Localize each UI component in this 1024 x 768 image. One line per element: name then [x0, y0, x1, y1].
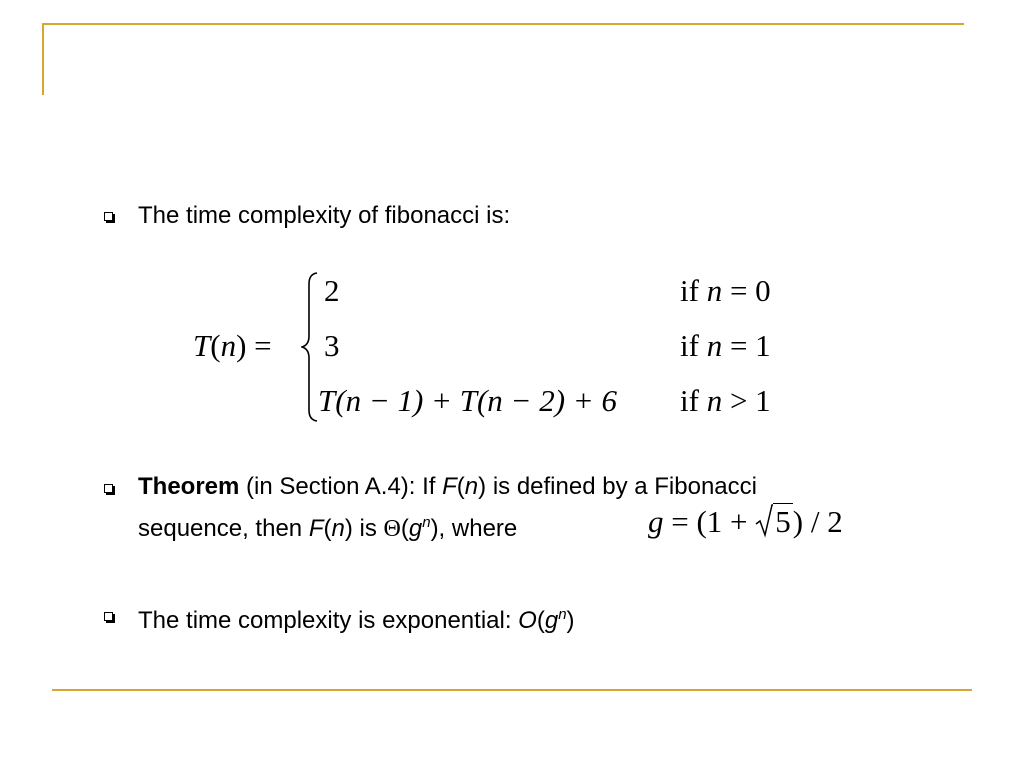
bullet-text-theorem-line2: sequence, then F(n) is $\Theta(g^n)$, where [138, 514, 518, 542]
equation-lhs [193, 328, 272, 364]
lhs-args: (n) [210, 328, 247, 363]
theta-symbol: Θ [383, 516, 401, 542]
bullet-text-complexity [138, 199, 510, 233]
frame-top-rule [42, 23, 964, 25]
bullet-square-icon [104, 212, 113, 221]
case-3-value: T(n − 1) + T(n − 2) + 6 [318, 383, 617, 418]
lhs-T: T [193, 328, 211, 363]
bullet-text-exponential: The time complexity is exponential: $O(g^n)$ [138, 606, 575, 634]
golden-ratio-formula: g = (1 + 5) / 2 [648, 504, 843, 539]
case-1-condition: if n = 0 [680, 273, 771, 308]
bullet-square-icon [104, 612, 113, 621]
case-3-condition: if n > 1 [680, 383, 771, 418]
theorem-label: Theorem [138, 473, 240, 500]
case-1-value: 2 [324, 273, 340, 308]
sqrt-five: 5 [755, 504, 793, 540]
left-brace-icon [301, 272, 319, 422]
radical-sign-icon [755, 504, 773, 538]
bullet-1-label: The time complexity of fibonacci is: [138, 202, 511, 229]
case-2-value: 3 [324, 328, 340, 363]
bullet-square-icon [104, 484, 113, 493]
frame-bottom-rule [52, 689, 972, 691]
case-2-condition: if n = 1 [680, 328, 771, 363]
frame-left-rule [42, 23, 44, 95]
lhs-equals: = [254, 328, 272, 363]
bullet-text-theorem: Theorem (in Section A.4): If F(n) is defined by a Fibonacci [138, 473, 757, 500]
